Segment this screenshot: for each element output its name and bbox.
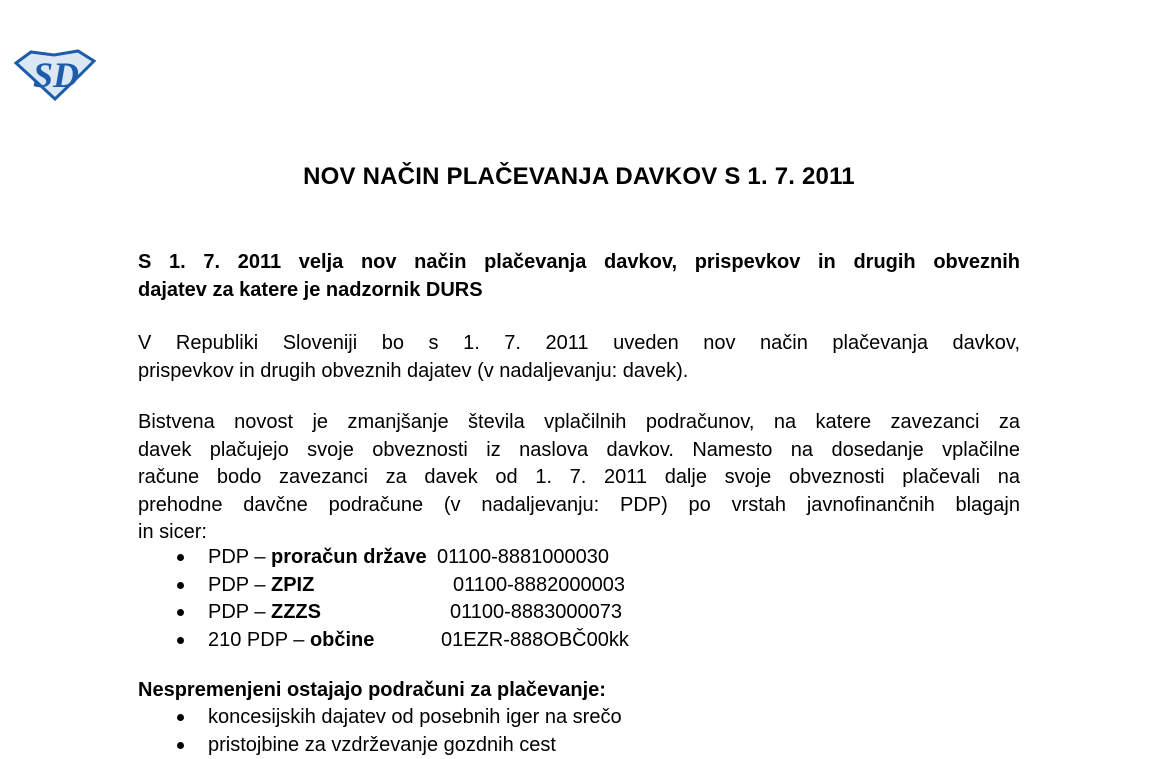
intro-bold-paragraph (138, 249, 1020, 304)
paragraph-line: račune bodo zavezanci za davek od 1. 7. 2011 dalje svoje obveznosti plačevali na (138, 464, 1020, 492)
list-item (138, 599, 1020, 627)
paragraph-line: prehodne davčne podračune (v nadaljevanju: PDP) po vrstah javnofinančnih blagajn (138, 492, 1020, 520)
page-title: NOV NAČIN PLAČEVANJA DAVKOV S 1. 7. 2011 (138, 163, 1020, 191)
pdp-label-name: ZZZS (271, 601, 321, 623)
account-number: 01EZR-888OBČ00kk (441, 627, 629, 655)
pdp-label-prefix: PDP – (208, 546, 271, 568)
bullet-icon (177, 582, 184, 589)
pdp-label-prefix: PDP – (208, 601, 271, 623)
paragraph-line: davek plačujejo svoje obveznosti iz naslova davkov. Namesto na dosedanje vplačilne (138, 437, 1020, 465)
account-number: 01100-8881000030 (437, 544, 609, 572)
bullet-icon (177, 554, 184, 561)
paragraph-line: Bistvena novost je zmanjšanje števila vplačilnih podračunov, na katere zavezanci za (138, 409, 1020, 437)
paragraph-line: in sicer: (138, 519, 1020, 547)
pdp-label-name: ZPIZ (271, 574, 314, 596)
sd-logo (14, 48, 96, 101)
account-number: 01100-8882000003 (453, 572, 625, 600)
paragraph-line: V Republiki Sloveniji bo s 1. 7. 2011 uveden nov način plačevanja davkov, (138, 330, 1020, 358)
bullet-icon (177, 609, 184, 616)
list-item (138, 544, 1020, 572)
account-number: 01100-8883000073 (450, 599, 622, 627)
list-item (138, 704, 1020, 732)
paragraph-novost (138, 409, 1020, 547)
unchanged-heading: Nespremenjeni ostajajo podračuni za plačevanje: (138, 677, 1020, 705)
list-item (138, 627, 1020, 655)
paragraph-line: S 1. 7. 2011 velja nov način plačevanja davkov, prispevkov in drugih obveznih (138, 249, 1020, 277)
list-item (138, 732, 1020, 759)
pdp-label-name: proračun države (271, 546, 427, 568)
unchanged-list (138, 704, 1020, 759)
list-item (138, 572, 1020, 600)
unchanged-item-text: koncesijskih dajatev od posebnih iger na srečo (208, 706, 622, 728)
paragraph-uveden (138, 330, 1020, 385)
pdp-label-prefix: 210 PDP – (208, 629, 310, 651)
paragraph-line: dajatev za katere je nadzornik DURS (138, 277, 1020, 305)
pdp-label-prefix: PDP – (208, 574, 271, 596)
bullet-icon (177, 714, 184, 721)
paragraph-line: prispevkov in drugih obveznih dajatev (v nadaljevanju: davek). (138, 358, 1020, 386)
unchanged-item-text: pristojbine za vzdrževanje gozdnih cest (208, 734, 556, 756)
logo-letters: SD (33, 55, 79, 95)
bullet-icon (177, 637, 184, 644)
sd-shield-icon (14, 48, 96, 101)
pdp-label-name: občine (310, 629, 374, 651)
pdp-account-list (138, 544, 1020, 654)
